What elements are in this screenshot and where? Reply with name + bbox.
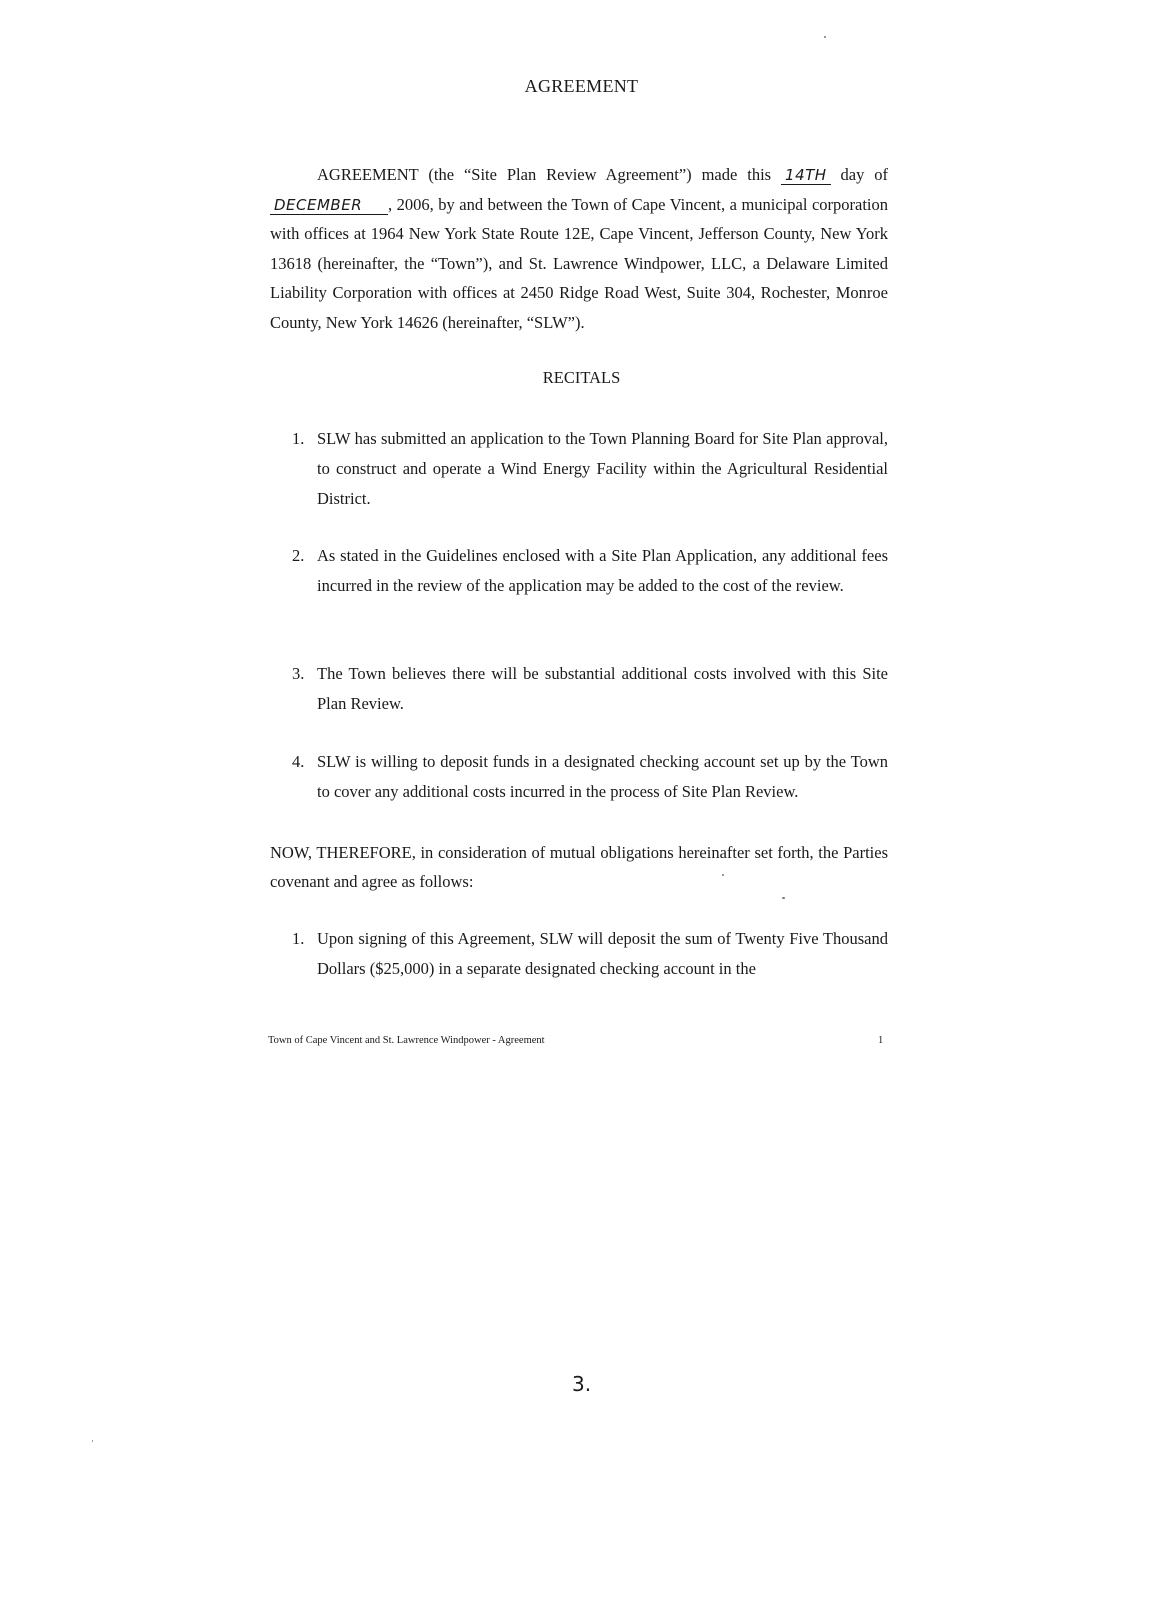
recital-number: 2. [292, 546, 305, 565]
handwritten-month: DECEMBER [270, 196, 388, 215]
intro-text-rest: , 2006, by and between the Town of Cape Vincent, a municipal corporation with offices at 1964 New York State Route 12E, Cape Vincent, Jefferson County, New York 13618 (hereinafter, the “Town”), and St. Lawrence Windpower, LLC, a Delaware Limited Liability Corporation with offices at 2450 Ridge Road West, Suite 304, Rochester, Monroe County, New York 14626 (hereinafter, “SLW”). [270, 194, 888, 332]
footer-title: Town of Cape Vincent and St. Lawrence Windpower - Agreement [268, 1035, 545, 1046]
handwritten-page-note: 3. [572, 1372, 592, 1396]
term-text: Upon signing of this Agreement, SLW will deposit the sum of Twenty Five Thousand Dollars ($25,000) in a separate designated checking account in the [317, 929, 888, 978]
recital-item [292, 541, 888, 601]
recital-text: As stated in the Guidelines enclosed with a Site Plan Application, any additional fees incurred in the review of the application may be added to the cost of the review. [317, 546, 888, 595]
recital-text: SLW is willing to deposit funds in a designated checking account set up by the Town to cover any additional costs incurred in the process of Site Plan Review. [317, 752, 888, 801]
recital-number: 4. [292, 752, 305, 771]
recital-item [292, 424, 888, 514]
recital-text: The Town believes there will be substantial additional costs involved with this Site Plan Review. [317, 664, 888, 713]
footer-page-number: 1 [878, 1035, 884, 1046]
recital-number: 3. [292, 664, 305, 683]
recital-text: SLW has submitted an application to the Town Planning Board for Site Plan approval, to construct and operate a Wind Energy Facility within the Agricultural Residential District. [317, 429, 888, 508]
document-title: AGREEMENT [524, 76, 639, 96]
recitals-heading: RECITALS [542, 368, 621, 387]
scan-speck [824, 36, 826, 38]
term-item [292, 924, 888, 984]
recital-item [292, 747, 888, 807]
intro-day-of: day of [840, 165, 889, 184]
recital-item [292, 659, 888, 719]
intro-paragraph [270, 160, 888, 338]
handwritten-day: 14TH [781, 166, 831, 185]
scan-speck [722, 874, 724, 876]
scan-speck [782, 897, 785, 899]
now-therefore-paragraph: NOW, THEREFORE, in consideration of mutual obligations hereinafter set forth, the Parties covenant and agree as follows: [270, 843, 888, 891]
term-number: 1. [292, 929, 305, 948]
scan-speck [92, 1440, 93, 1442]
intro-text-start: AGREEMENT (the “Site Plan Review Agreement”) made this [317, 165, 772, 184]
recital-number: 1. [292, 429, 305, 448]
